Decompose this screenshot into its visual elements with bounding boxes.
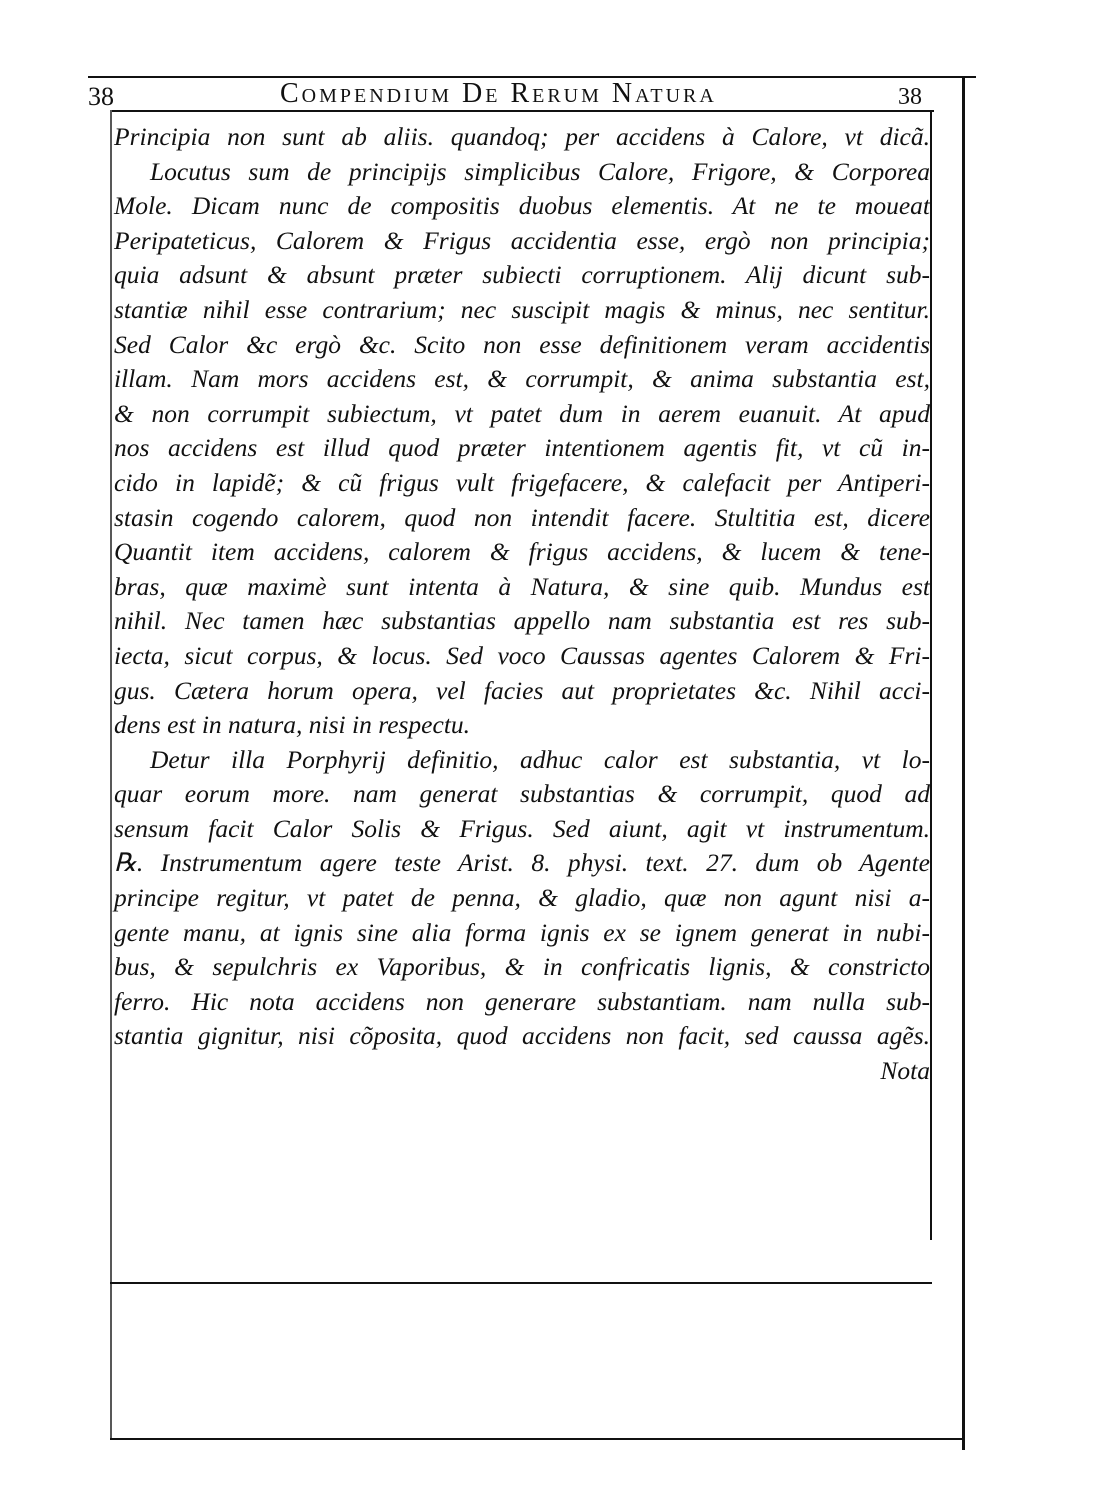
right-outer-rule <box>962 78 965 1450</box>
text-line: principe regitur, vt patet de penna, & gladio, quæ non agunt nisi a- <box>114 883 930 913</box>
running-head: Compendium De Rerum Natura <box>280 78 717 109</box>
body-text <box>114 120 930 1089</box>
text-line: dens est in natura, nisi in respectu. <box>114 710 471 740</box>
text-line: sensum facit Calor Solis & Frigus. Sed aiunt, agit vt instrumentum. <box>114 813 930 843</box>
text-line: stantiæ nihil esse contrarium; nec suscipit magis & minus, nec sentitur. <box>114 294 930 324</box>
header-rule <box>112 110 934 112</box>
text-line: nihil. Nec tamen hæc substantias appello nam substantia est res sub- <box>114 606 930 636</box>
text-line: ℞. Instrumentum agere teste Arist. 8. physi. text. 27. dum ob Agente <box>114 848 930 878</box>
text-line: nos accidens est illud quod præter intentionem agentis fit, vt cũ in- <box>114 433 930 463</box>
page-number-right: 38 <box>898 84 922 110</box>
text-line: quar eorum more. nam generat substantias & corrumpit, quod ad <box>114 779 930 809</box>
text-line: ferro. Hic nota accidens non generare substantiam. nam nulla sub- <box>114 986 930 1016</box>
text-line: Sed Calor &c ergò &c. Scito non esse definitionem veram accidentis <box>114 329 930 359</box>
left-margin-rule <box>110 110 112 1440</box>
right-inner-rule <box>930 110 932 1240</box>
text-line: stantia gignitur, nisi cõposita, quod accidens non facit, sed caussa agẽs. <box>114 1021 930 1051</box>
text-line: iecta, sicut corpus, & locus. Sed voco Caussas agentes Calorem & Fri- <box>114 640 930 670</box>
text-line: & non corrumpit subiectum, vt patet dum in aerem euanuit. At apud <box>114 398 930 428</box>
text-line: Detur illa Porphyrij definitio, adhuc calor est substantia, vt lo- <box>150 744 930 774</box>
catchword: Nota <box>880 1056 930 1086</box>
text-line: stasin cogendo calorem, quod non intendit facere. Stultitia est, dicere <box>114 502 930 532</box>
text-line: illam. Nam mors accidens est, & corrumpit, & anima substantia est, <box>114 364 930 394</box>
text-line: bus, & sepulchris ex Vaporibus, & in confricatis lignis, & constricto <box>114 952 930 982</box>
text-line: gus. Cætera horum opera, vel facies aut proprietates &c. Nihil acci- <box>114 675 930 705</box>
bottom-rule <box>110 1438 962 1440</box>
text-line: Locutus sum de principijs simplicibus Calore, Frigore, & Corporea <box>150 156 930 186</box>
text-line: Peripateticus, Calorem & Frigus accidentia esse, ergò non principia; <box>114 225 930 255</box>
text-line: Principia non sunt ab aliis. quandoq; per accidens à Calore, vt dicã. <box>114 122 930 151</box>
text-line: cido in lapidẽ; & cũ frigus vult frigefacere, & calefacit per Antiperi- <box>114 467 930 497</box>
footer-rule <box>110 1282 932 1284</box>
text-line: gente manu, at ignis sine alia forma ignis ex se ignem generat in nubi- <box>114 917 930 947</box>
text-line: quia adsunt & absunt præter subiecti corruptionem. Alij dicunt sub- <box>114 260 930 290</box>
text-line: Quantit item accidens, calorem & frigus accidens, & lucem & tene- <box>114 537 930 567</box>
text-line: bras, quæ maximè sunt intenta à Natura, & sine quib. Mundus est <box>114 571 930 601</box>
page-number-left: 38 <box>88 82 114 111</box>
text-line: Mole. Dicam nunc de compositis duobus elementis. At ne te moueat <box>114 191 930 221</box>
